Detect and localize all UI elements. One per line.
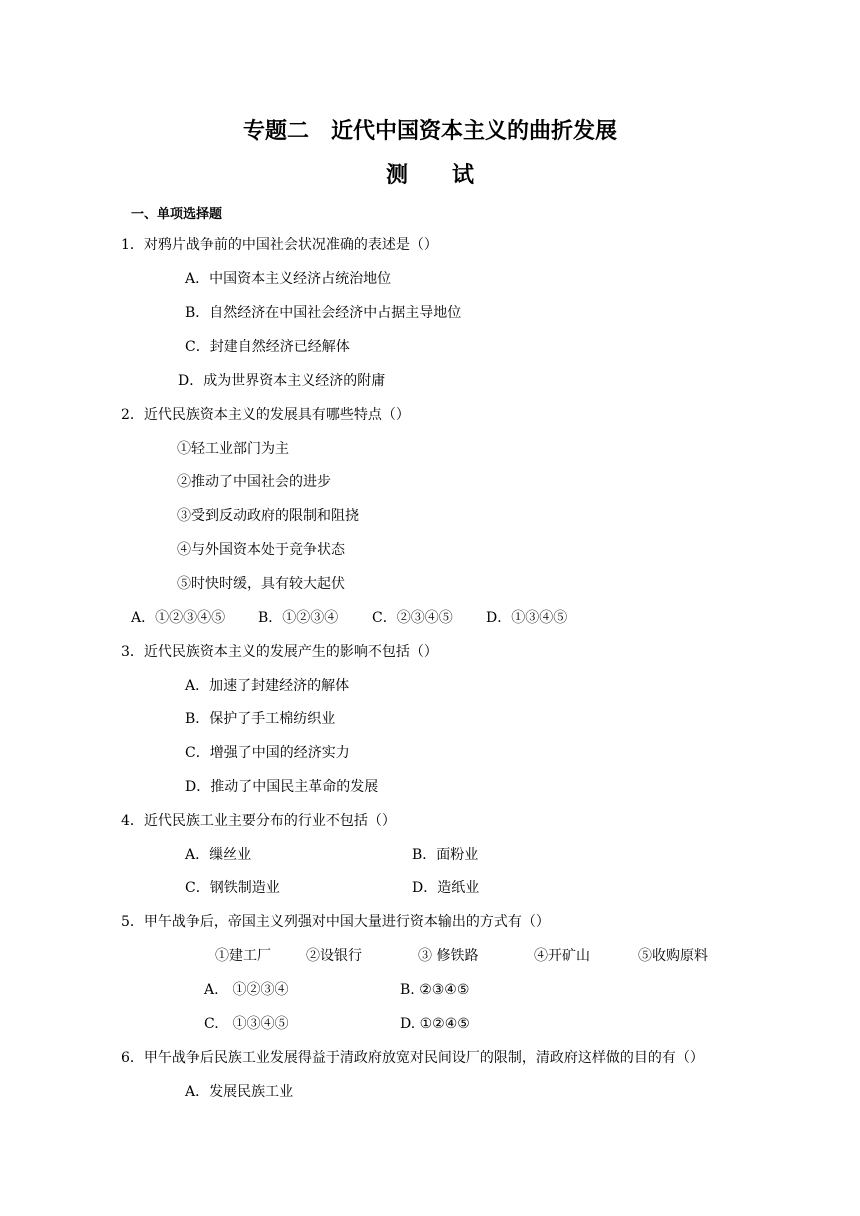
question-3-option-d: D．推动了中国民主革命的发展 — [185, 779, 379, 795]
question-2-item-3: ③受到反动政府的限制和阻挠 — [177, 508, 359, 524]
question-1-stem: 1．对鸦片战争前的中国社会状况准确的表述是（） — [121, 237, 438, 253]
question-5-item-4: ④开矿山 — [534, 948, 590, 964]
question-5-item-2: ②设银行 — [306, 948, 362, 964]
question-5-option-c: C. ①③④⑤ — [204, 1016, 289, 1032]
question-2-option-b: B．①②③④ — [258, 610, 339, 626]
question-3-stem: 3．近代民族资本主义的发展产生的影响不包括（） — [121, 644, 438, 660]
question-1-option-c: C．封建自然经济已经解体 — [185, 339, 350, 355]
page-subtitle: 测 试 — [385, 163, 474, 188]
question-2-item-4: ④与外国资本处于竞争状态 — [177, 542, 345, 558]
question-1-option-a: A．中国资本主义经济占统治地位 — [185, 271, 392, 287]
question-5-item-3: ③ 修铁路 — [418, 948, 479, 964]
section-heading: 一、单项选择题 — [131, 207, 223, 222]
question-4-option-c: C．钢铁制造业 — [185, 880, 280, 896]
question-6-option-a: A．发展民族工业 — [185, 1084, 294, 1100]
question-2-stem: 2．近代民族资本主义的发展具有哪些特点（） — [121, 407, 410, 423]
question-2-option-a: A．①②③④⑤ — [131, 610, 226, 626]
question-1-option-d: D．成为世界资本主义经济的附庸 — [178, 373, 386, 389]
page-title: 专题二 近代中国资本主义的曲折发展 — [242, 119, 617, 144]
question-4-option-a: A．缫丝业 — [185, 847, 252, 863]
question-3-option-c: C．增强了中国的经济实力 — [185, 745, 350, 761]
question-4-option-d: D．造纸业 — [412, 880, 480, 896]
question-5-option-a: A. ①②③④ — [204, 982, 289, 998]
question-3-option-b: B．保护了手工棉纺织业 — [185, 711, 336, 727]
question-2-option-c: C．②③④⑤ — [372, 610, 453, 626]
question-4-stem: 4．近代民族工业主要分布的行业不包括（） — [121, 813, 396, 829]
question-1-option-b: B．自然经济在中国社会经济中占据主导地位 — [185, 305, 462, 321]
question-5-option-d: D. ①②④⑤ — [400, 1016, 470, 1032]
question-5-stem: 5．甲午战争后，帝国主义列强对中国大量进行资本输出的方式有（） — [121, 914, 550, 930]
question-5-item-5: ⑤收购原料 — [638, 948, 708, 964]
question-2-item-2: ②推动了中国社会的进步 — [177, 474, 331, 490]
question-5-option-b: B. ②③④⑤ — [400, 982, 470, 998]
question-6-stem: 6．甲午战争后民族工业发展得益于清政府放宽对民间设厂的限制，清政府这样做的目的有（） — [121, 1050, 704, 1066]
question-3-option-a: A．加速了封建经济的解体 — [185, 678, 350, 694]
question-4-option-b: B．面粉业 — [412, 847, 479, 863]
question-2-option-d: D．①③④⑤ — [486, 610, 568, 626]
question-2-item-1: ①轻工业部门为主 — [177, 441, 289, 457]
question-2-item-5: ⑤时快时缓，具有较大起伏 — [177, 576, 345, 592]
question-5-item-1: ①建工厂 — [215, 948, 271, 964]
